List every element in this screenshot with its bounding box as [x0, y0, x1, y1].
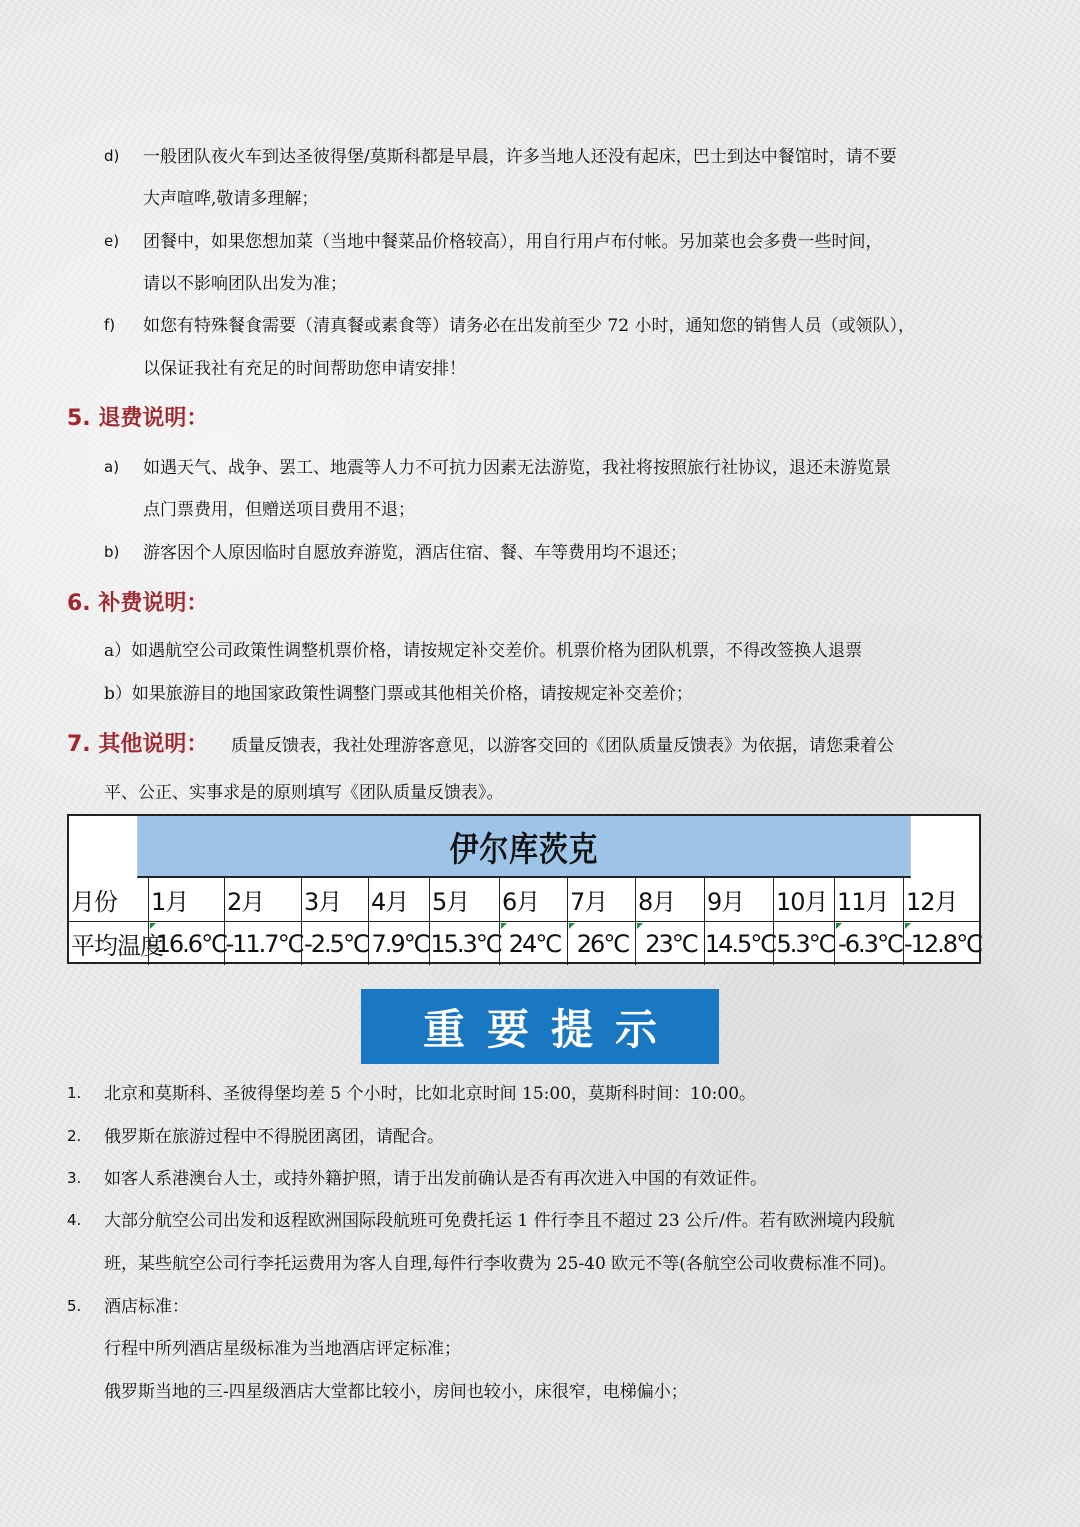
temperature-cell: -6.3℃ — [834, 922, 903, 965]
section-heading-other: 7. 其他说明： — [67, 732, 209, 757]
paragraph-line: a）如遇航空公司政策性调整机票价格，请按规定补交差价。机票价格为团队机票，不得改签换人退票 — [104, 641, 863, 661]
section-heading-refund: 5. 退费说明： — [67, 406, 209, 431]
weather-table — [67, 814, 981, 964]
temperature-cell: 5.3℃ — [773, 922, 834, 965]
temperature-cell: -12.8℃ — [903, 922, 979, 965]
month-cell: 3月 — [301, 878, 368, 921]
paragraph-line: 俄罗斯当地的三-四星级酒店大堂都比较小，房间也较小，床很窄，电梯偏小； — [104, 1382, 688, 1402]
month-cell: 11月 — [834, 878, 903, 921]
paragraph-line: 大部分航空公司出发和返程欧洲国际段航班可免费托运 1 件行李且不超过 23 公斤/件。若有欧洲境内段航 — [104, 1211, 895, 1231]
temperature-cell: 14.5℃ — [704, 922, 773, 965]
paragraph-line: 以保证我社有充足的时间帮助您申请安排！ — [143, 359, 466, 379]
weather-table-title: 伊尔库茨克 — [137, 816, 911, 878]
month-cell: 2月 — [224, 878, 301, 921]
month-cell: 8月 — [635, 878, 704, 921]
temperature-cell: -16.6℃ — [148, 922, 224, 965]
month-cell: 12月 — [903, 878, 979, 921]
paragraph-line: 团餐中，如果您想加菜（当地中餐菜品价格较高），用自行用卢布付帐。另加菜也会多费一些时间， — [143, 232, 883, 252]
list-marker: a) — [104, 458, 120, 476]
row-label-temperature: 平均温度 — [71, 932, 163, 960]
weather-table-row-months — [69, 878, 979, 921]
paragraph-line: 酒店标准： — [104, 1297, 189, 1317]
month-cell: 1月 — [148, 878, 224, 921]
paragraph-line: 请以不影响团队出发为准； — [143, 274, 347, 294]
list-marker: b) — [104, 543, 120, 561]
temperature-cell: -11.7℃ — [224, 922, 301, 965]
paragraph-line: 班，某些航空公司行李托运费用为客人自理,每件行李收费为 25-40 欧元不等(各航空公司收费标准不同)。 — [104, 1254, 897, 1274]
paragraph-line: 如客人系港澳台人士，或持外籍护照，请于出发前确认是否有再次进入中国的有效证件。 — [104, 1169, 767, 1189]
month-cell: 9月 — [704, 878, 773, 921]
month-cell: 6月 — [499, 878, 567, 921]
month-cell: 10月 — [773, 878, 834, 921]
paragraph-line: 游客因个人原因临时自愿放弃游览，酒店住宿、餐、车等费用均不退还； — [143, 543, 687, 563]
temperature-cell: 23℃ — [635, 922, 704, 965]
paragraph-line: 平、公正、实事求是的原则填写《团队质量反馈表》。 — [104, 783, 504, 803]
paragraph-line: 行程中所列酒店星级标准为当地酒店评定标准； — [104, 1339, 461, 1359]
temperature-cell: 26℃ — [567, 922, 635, 965]
list-marker: 1. — [67, 1084, 82, 1102]
temperature-cell: 7.9℃ — [368, 922, 429, 965]
temperature-cell: 24℃ — [499, 922, 567, 965]
section-heading-supplement: 6. 补费说明： — [67, 591, 209, 616]
list-marker: 4. — [67, 1211, 82, 1229]
paragraph-line: b）如果旅游目的地国家政策性调整门票或其他相关价格，请按规定补交差价； — [104, 684, 693, 704]
weather-table-row-temps — [69, 921, 982, 965]
paragraph-line: 北京和莫斯科、圣彼得堡均差 5 个小时，比如北京时间 15:00，莫斯科时间：10:00。 — [104, 1084, 757, 1104]
paragraph-line: 俄罗斯在旅游过程中不得脱团离团，请配合。 — [104, 1127, 444, 1147]
important-notice-banner: 重要提示 — [361, 989, 719, 1064]
list-marker: 3. — [67, 1169, 82, 1187]
paragraph-line: 点门票费用，但赠送项目费用不退； — [143, 500, 415, 520]
paragraph-line: 质量反馈表，我社处理游客意见，以游客交回的《团队质量反馈表》为依据，请您秉着公 — [231, 736, 894, 756]
list-marker: 5. — [67, 1297, 82, 1315]
list-marker: 2. — [67, 1127, 82, 1145]
paragraph-line: 一般团队夜火车到达圣彼得堡/莫斯科都是早晨，许多当地人还没有起床，巴士到达中餐馆时，请不要 — [143, 147, 897, 167]
month-cell: 5月 — [429, 878, 499, 921]
row-label-month: 月份 — [71, 888, 117, 916]
temperature-cell: 15.3℃ — [429, 922, 499, 965]
paragraph-line: 如遇天气、战争、罢工、地震等人力不可抗力因素无法游览，我社将按照旅行社协议，退还未游览景 — [143, 458, 891, 478]
list-marker: d) — [104, 147, 120, 165]
month-cell: 4月 — [368, 878, 429, 921]
paragraph-line: 如您有特殊餐食需要（清真餐或素食等）请务必在出发前至少 72 小时，通知您的销售人员（或领队）， — [143, 316, 915, 336]
list-marker: e) — [104, 232, 120, 250]
temperature-cell: -2.5℃ — [301, 922, 368, 965]
paragraph-line: 大声喧哗,敬请多理解； — [143, 189, 319, 209]
month-cell: 7月 — [567, 878, 635, 921]
list-marker: f) — [104, 316, 116, 334]
